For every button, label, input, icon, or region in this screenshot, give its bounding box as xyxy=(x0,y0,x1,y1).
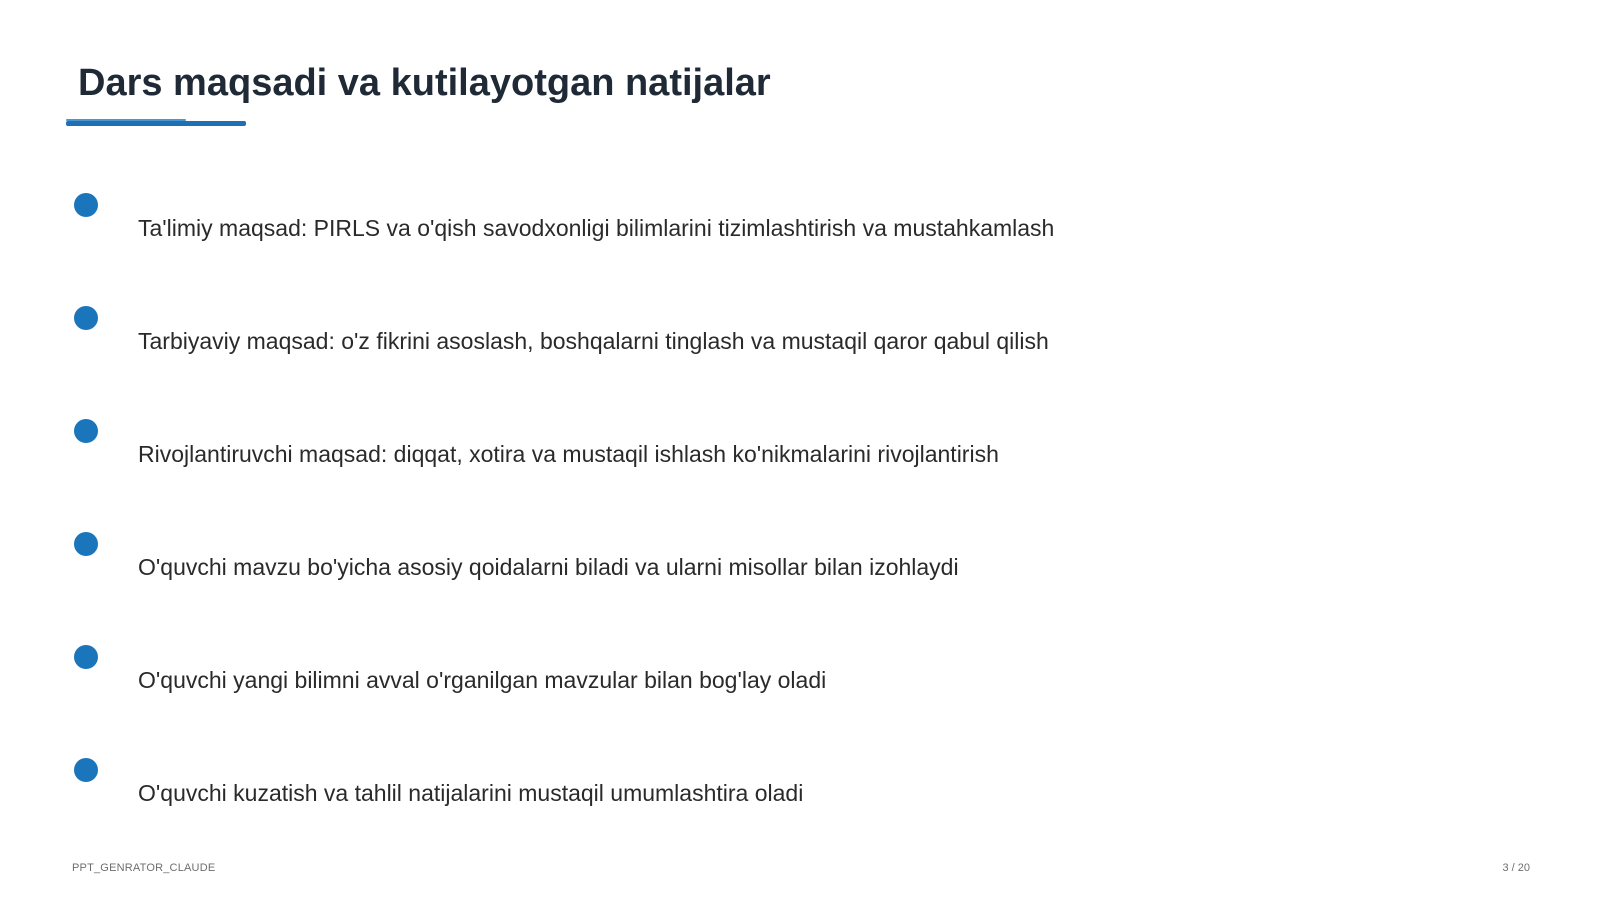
bullet-text: O'quvchi kuzatish va tahlil natijalarini mustaqil umumlashtira oladi xyxy=(138,780,804,806)
slide-title: Dars maqsadi va kutilayotgan natijalar xyxy=(78,62,771,104)
bullet-text: O'quvchi mavzu bo'yicha asosiy qoidalarni biladi va ularni misollar bilan izohlaydi xyxy=(138,554,959,580)
bullet-text: Ta'limiy maqsad: PIRLS va o'qish savodxonligi bilimlarini tizimlashtirish va mustahkamlash xyxy=(138,215,1055,241)
bullet-item xyxy=(0,306,1500,386)
bullet-dot-icon xyxy=(74,419,98,443)
bullet-item xyxy=(0,645,1500,725)
bullet-dot-icon xyxy=(74,645,98,669)
bullet-text: O'quvchi yangi bilimni avval o'rganilgan mavzular bilan bog'lay oladi xyxy=(138,667,827,693)
bullet-dot-icon xyxy=(74,532,98,556)
title-underline-accent xyxy=(66,119,186,121)
bullet-dot-icon xyxy=(74,758,98,782)
page-indicator: 3 / 20 xyxy=(1502,862,1530,874)
bullet-text: Tarbiyaviy maqsad: o'z fikrini asoslash, boshqalarni tinglash va mustaqil qaror qabul qilish xyxy=(138,328,1049,354)
bullet-item xyxy=(0,193,1500,273)
footer-source: PPT_GENRATOR_CLAUDE xyxy=(72,862,216,874)
bullet-item xyxy=(0,419,1500,499)
bullet-dot-icon xyxy=(74,306,98,330)
bullet-text: Rivojlantiruvchi maqsad: diqqat, xotira va mustaqil ishlash ko'nikmalarini rivojlantirish xyxy=(138,441,999,467)
bullet-item xyxy=(0,532,1500,612)
bullet-item xyxy=(0,758,1500,838)
bullet-dot-icon xyxy=(74,193,98,217)
title-underline xyxy=(66,121,246,126)
